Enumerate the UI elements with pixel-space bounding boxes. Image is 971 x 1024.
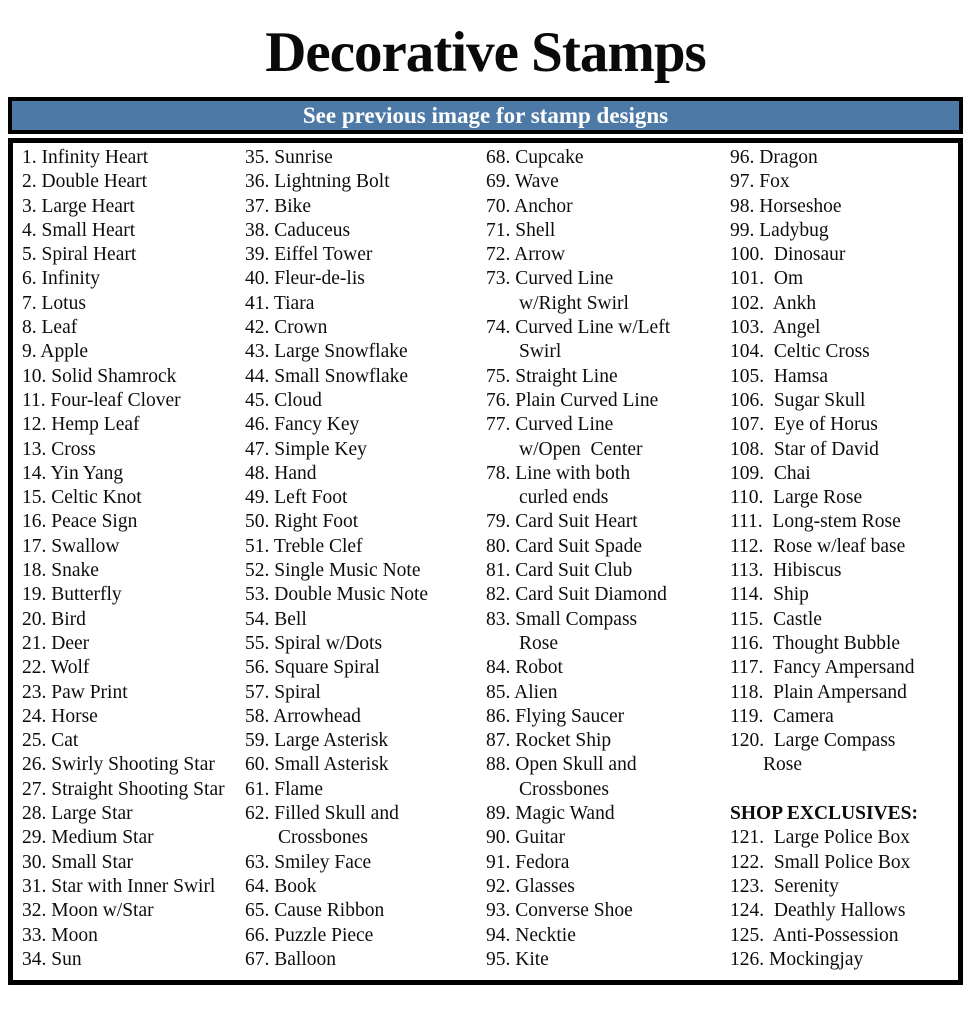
stamp-item: 105. Hamsa xyxy=(730,365,829,387)
stamp-item: 112. Rose w/leaf base xyxy=(730,535,906,557)
stamp-item: 73. Curved Line xyxy=(486,268,614,290)
stamp-item: 125. Anti-Possession xyxy=(730,924,899,946)
stamp-item: 20. Bird xyxy=(22,608,86,630)
stamp-item: 92. Glasses xyxy=(486,875,575,897)
stamp-item: 47. Simple Key xyxy=(245,438,367,460)
stamp-item: 78. Line with both xyxy=(486,462,631,484)
stamp-column-3 xyxy=(486,146,730,980)
stamp-item: 115. Castle xyxy=(730,608,822,630)
stamp-item: 91. Fedora xyxy=(486,851,570,873)
stamp-item: 10. Solid Shamrock xyxy=(22,365,177,387)
banner xyxy=(8,97,963,134)
stamp-item: 69. Wave xyxy=(486,171,559,193)
stamp-item: 123. Serenity xyxy=(730,875,839,897)
stamp-item: 22. Wolf xyxy=(22,657,90,679)
stamp-item: 6. Infinity xyxy=(22,268,100,290)
stamp-item: 40. Fleur-de-lis xyxy=(245,268,365,290)
stamp-item: 102. Ankh xyxy=(730,292,817,314)
stamp-item: 34. Sun xyxy=(22,948,82,970)
stamp-item: 79. Card Suit Heart xyxy=(486,511,638,533)
stamp-item: 76. Plain Curved Line xyxy=(486,389,659,411)
stamp-item: 53. Double Music Note xyxy=(245,584,429,606)
stamp-item: 118. Plain Ampersand xyxy=(730,681,907,703)
stamp-item: 13. Cross xyxy=(22,438,96,460)
stamp-item: 89. Magic Wand xyxy=(486,803,615,825)
stamp-item: 50. Right Foot xyxy=(245,511,359,533)
stamp-item: 52. Single Music Note xyxy=(245,560,421,582)
stamp-list xyxy=(8,138,963,985)
stamp-item: 111. Long-stem Rose xyxy=(730,511,901,533)
stamp-item-continuation: Swirl xyxy=(519,341,562,363)
stamp-item: 19. Butterfly xyxy=(22,584,122,606)
stamp-item: 5. Spiral Heart xyxy=(22,244,137,266)
stamp-item: 29. Medium Star xyxy=(22,827,154,849)
stamp-item: 88. Open Skull and xyxy=(486,754,637,776)
stamp-item: 27. Straight Shooting Star xyxy=(22,778,225,800)
stamp-item: 114. Ship xyxy=(730,584,809,606)
stamp-item: 24. Horse xyxy=(22,705,98,727)
stamp-item: 70. Anchor xyxy=(486,195,573,217)
stamp-item: 108. Star of David xyxy=(730,438,879,460)
stamp-item: 38. Caduceus xyxy=(245,219,351,241)
stamp-item: 28. Large Star xyxy=(22,803,133,825)
stamp-item: 41. Tiara xyxy=(245,292,315,314)
stamp-column-1 xyxy=(22,146,245,980)
stamp-item: 48. Hand xyxy=(245,462,317,484)
stamp-item: 72. Arrow xyxy=(486,244,566,266)
stamp-item: 113. Hibiscus xyxy=(730,560,842,582)
stamp-item: 64. Book xyxy=(245,875,317,897)
page-title: Decorative Stamps xyxy=(265,21,706,84)
banner-text: See previous image for stamp designs xyxy=(302,103,669,128)
stamp-item: 51. Treble Clef xyxy=(245,535,363,557)
stamp-item: 30. Small Star xyxy=(22,851,134,873)
stamp-item: 96. Dragon xyxy=(730,147,818,168)
shop-exclusives-heading: SHOP EXCLUSIVES: xyxy=(730,803,919,825)
stamp-item: 103. Angel xyxy=(730,317,821,339)
stamp-item: 37. Bike xyxy=(245,195,312,217)
stamp-item: 21. Deer xyxy=(22,632,90,654)
stamp-item-continuation: Crossbones xyxy=(519,778,609,800)
stamp-item: 85. Alien xyxy=(486,681,558,703)
stamp-item: 120. Large Compass xyxy=(730,730,896,752)
stamp-item: 117. Fancy Ampersand xyxy=(730,657,915,679)
stamp-item: 84. Robot xyxy=(486,657,563,679)
stamp-item: 119. Camera xyxy=(730,705,834,727)
stamp-item: 99. Ladybug xyxy=(730,219,829,241)
stamp-item: 66. Puzzle Piece xyxy=(245,924,374,946)
stamp-item: 57. Spiral xyxy=(245,681,321,703)
stamp-item: 58. Arrowhead xyxy=(245,705,361,727)
stamp-item: 42. Crown xyxy=(245,317,328,339)
stamp-item: 43. Large Snowflake xyxy=(245,341,408,363)
stamp-column-4 xyxy=(730,146,957,980)
stamp-item: 98. Horseshoe xyxy=(730,195,842,217)
stamp-item: 107. Eye of Horus xyxy=(730,414,878,436)
stamp-item: 25. Cat xyxy=(22,730,79,752)
stamp-item: 59. Large Asterisk xyxy=(245,730,389,752)
stamp-item: 63. Smiley Face xyxy=(245,851,372,873)
stamp-item: 71. Shell xyxy=(486,219,556,241)
stamp-item: 23. Paw Print xyxy=(22,681,128,703)
stamp-item: 2. Double Heart xyxy=(22,171,148,193)
stamp-item: 45. Cloud xyxy=(245,389,322,411)
stamp-item: 12. Hemp Leaf xyxy=(22,414,140,436)
stamp-item: 26. Swirly Shooting Star xyxy=(22,754,215,776)
stamp-item: 86. Flying Saucer xyxy=(486,705,625,727)
stamp-item: 90. Guitar xyxy=(486,827,566,849)
stamp-item: 95. Kite xyxy=(486,948,549,970)
stamp-item: 36. Lightning Bolt xyxy=(245,171,390,193)
stamp-item: 94. Necktie xyxy=(486,924,576,946)
stamp-item: 46. Fancy Key xyxy=(245,414,360,436)
stamp-item: 35. Sunrise xyxy=(245,147,333,168)
stamp-item: 62. Filled Skull and xyxy=(245,803,399,825)
stamp-item: 110. Large Rose xyxy=(730,487,863,509)
stamp-item: 8. Leaf xyxy=(22,317,78,339)
stamp-item: 100. Dinosaur xyxy=(730,244,846,266)
stamp-item: 32. Moon w/Star xyxy=(22,900,154,922)
stamp-item: 61. Flame xyxy=(245,778,323,800)
stamp-item: 74. Curved Line w/Left xyxy=(486,317,671,339)
stamp-item: 54. Bell xyxy=(245,608,307,630)
stamp-item: 87. Rocket Ship xyxy=(486,730,612,752)
stamp-item-continuation: w/Open Center xyxy=(519,438,643,460)
stamp-item: 93. Converse Shoe xyxy=(486,900,633,922)
stamp-item-continuation: curled ends xyxy=(519,487,609,509)
stamp-item: 126. Mockingjay xyxy=(730,948,864,970)
stamp-item: 18. Snake xyxy=(22,560,99,582)
stamp-item-continuation: Rose xyxy=(519,632,558,654)
stamp-item: 77. Curved Line xyxy=(486,414,614,436)
stamp-item: 104. Celtic Cross xyxy=(730,341,870,363)
stamp-item: 75. Straight Line xyxy=(486,365,618,387)
stamp-item: 11. Four-leaf Clover xyxy=(22,389,181,411)
stamp-item: 67. Balloon xyxy=(245,948,336,970)
stamp-item: 4. Small Heart xyxy=(22,219,136,241)
stamp-item: 49. Left Foot xyxy=(245,487,348,509)
stamp-item: 68. Cupcake xyxy=(486,147,584,168)
stamp-item: 16. Peace Sign xyxy=(22,511,138,533)
stamp-item: 122. Small Police Box xyxy=(730,851,911,873)
stamp-item: 83. Small Compass xyxy=(486,608,638,630)
stamp-item: 17. Swallow xyxy=(22,535,120,557)
stamp-item: 116. Thought Bubble xyxy=(730,632,901,654)
stamp-item: 60. Small Asterisk xyxy=(245,754,389,776)
stamp-item: 33. Moon xyxy=(22,924,98,946)
stamp-item: 81. Card Suit Club xyxy=(486,560,633,582)
stamp-item: 15. Celtic Knot xyxy=(22,487,142,509)
stamp-item: 3. Large Heart xyxy=(22,195,135,217)
stamp-item: 9. Apple xyxy=(22,341,89,363)
stamp-item: 124. Deathly Hallows xyxy=(730,900,906,922)
stamp-item: 31. Star with Inner Swirl xyxy=(22,875,216,897)
stamp-item: 121. Large Police Box xyxy=(730,827,910,849)
stamp-item: 101. Om xyxy=(730,268,804,290)
stamp-item: 1. Infinity Heart xyxy=(22,147,149,168)
stamp-item: 39. Eiffel Tower xyxy=(245,244,373,266)
stamp-item: 44. Small Snowflake xyxy=(245,365,409,387)
stamp-item: 82. Card Suit Diamond xyxy=(486,584,667,606)
stamp-item: 7. Lotus xyxy=(22,292,86,314)
stamp-item: 109. Chai xyxy=(730,462,811,484)
stamp-item: 14. Yin Yang xyxy=(22,462,124,484)
stamp-item: 65. Cause Ribbon xyxy=(245,900,385,922)
stamp-item: 97. Fox xyxy=(730,171,790,193)
stamp-item: 56. Square Spiral xyxy=(245,657,380,679)
stamp-item: 55. Spiral w/Dots xyxy=(245,632,383,654)
blank-line xyxy=(730,778,957,802)
stamp-item: 106. Sugar Skull xyxy=(730,389,866,411)
stamp-column-2 xyxy=(245,146,486,980)
stamp-item-continuation: Rose xyxy=(763,754,802,776)
stamp-item-continuation: w/Right Swirl xyxy=(519,292,629,314)
stamp-item: 80. Card Suit Spade xyxy=(486,535,642,557)
stamp-item-continuation: Crossbones xyxy=(278,827,368,849)
